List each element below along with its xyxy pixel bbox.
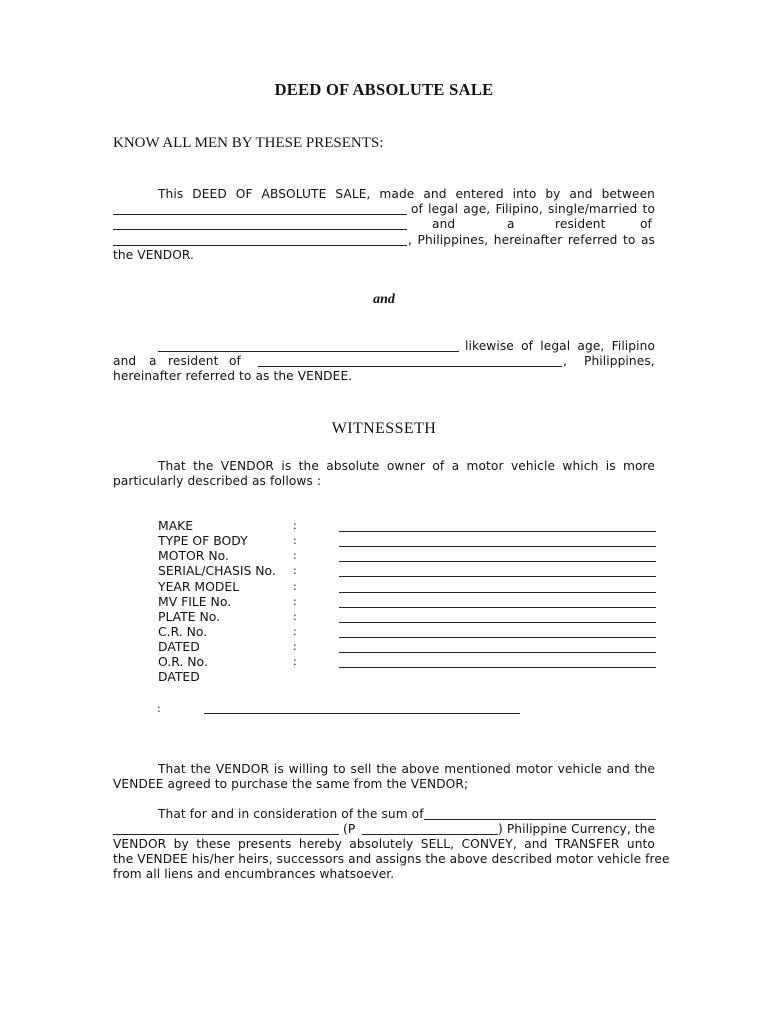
vendee-name-blank <box>158 351 459 352</box>
vendee-address-blank <box>258 366 562 367</box>
and-connector: and <box>373 292 395 307</box>
field-blank <box>339 637 656 638</box>
or-dated-blank <box>204 713 520 714</box>
document-title: DEED OF ABSOLUTE SALE <box>274 80 494 99</box>
p3-line-1: That the VENDOR is the absolute owner of a motor vehicle which is more <box>158 459 655 473</box>
p2-l2-and: and <box>113 354 137 368</box>
p1-l3-and: and <box>432 217 456 231</box>
p3-line-2: particularly described as follows : <box>113 474 322 488</box>
p5-l2-currency: ) Philippine Currency, the <box>498 822 656 836</box>
field-colon: : <box>157 702 161 715</box>
p2-line-1: likewise of legal age, Filipino <box>465 339 655 353</box>
p5-line-3: VENDOR by these presents hereby absolutely SELL, CONVEY, and TRANSFER unto <box>113 837 655 851</box>
field-blank <box>339 667 656 668</box>
field-colon: : <box>293 640 297 653</box>
p2-l2-comma: , <box>563 354 567 368</box>
field-colon: : <box>293 580 297 593</box>
field-serial-chasis-no: SERIAL/CHASIS No. <box>158 563 276 578</box>
p2-line-3: hereinafter referred to as the VENDEE. <box>113 369 353 383</box>
p2-l2-a: a <box>149 354 157 368</box>
p1-l3-a: a <box>507 217 515 231</box>
witnesseth-heading: WITNESSETH <box>331 420 437 437</box>
amount-words-blank <box>424 819 656 820</box>
field-or-dated: DATED <box>158 669 200 684</box>
p5-l2-peso: (P <box>343 822 356 836</box>
vendor-address-blank <box>113 245 407 246</box>
field-colon: : <box>293 655 297 668</box>
field-blank <box>339 592 656 593</box>
p1-line-4: , Philippines, hereinafter referred to as <box>408 233 655 247</box>
p1-line-2: of legal age, Filipino, single/married to <box>411 202 655 216</box>
p1-line-1: This DEED OF ABSOLUTE SALE, made and entered into by and between <box>158 187 655 201</box>
p1-line-5: the VENDOR. <box>113 248 195 262</box>
p1-l3-resident: resident <box>555 217 606 231</box>
field-blank <box>339 652 656 653</box>
field-blank <box>339 546 656 547</box>
field-blank <box>339 622 656 623</box>
p5-line-4: the VENDEE his/her heirs, successors and assigns the above described motor vehicle free <box>113 852 670 866</box>
field-motor-no: MOTOR No. <box>158 548 229 563</box>
field-or-no: O.R. No. <box>158 654 208 669</box>
p5-line-1: That for and in consideration of the sum of <box>158 807 424 821</box>
vendor-name-blank <box>113 214 407 215</box>
p4-line-2: VENDEE agreed to purchase the same from the VENDOR; <box>113 777 469 791</box>
field-colon: : <box>293 625 297 638</box>
p2-l2-philippines: Philippines, <box>584 354 655 368</box>
p5-line-5: from all liens and encumbrances whatsoever. <box>113 867 395 881</box>
amount-words-blank-2 <box>113 834 339 835</box>
field-cr-no: C.R. No. <box>158 624 208 639</box>
p2-l2-of: of <box>229 354 241 368</box>
preamble: KNOW ALL MEN BY THESE PRESENTS: <box>113 135 384 151</box>
field-blank <box>339 576 656 577</box>
p1-l3-of: of <box>640 217 652 231</box>
field-blank <box>339 607 656 608</box>
p4-line-1: That the VENDOR is willing to sell the above mentioned motor vehicle and the <box>158 762 655 776</box>
field-type-of-body: TYPE OF BODY <box>158 533 248 548</box>
field-blank <box>339 531 656 532</box>
field-colon: : <box>293 610 297 623</box>
field-colon: : <box>293 534 297 547</box>
field-colon: : <box>293 595 297 608</box>
field-colon: : <box>293 519 297 532</box>
field-plate-no: PLATE No. <box>158 609 221 624</box>
field-colon: : <box>293 549 297 562</box>
field-cr-dated: DATED <box>158 639 200 654</box>
spouse-name-blank <box>113 229 407 230</box>
amount-figures-blank <box>362 834 498 835</box>
field-blank <box>339 561 656 562</box>
field-make: MAKE <box>158 518 194 533</box>
field-colon: : <box>293 564 297 577</box>
field-mv-file-no: MV FILE No. <box>158 594 232 609</box>
field-year-model: YEAR MODEL <box>158 579 240 594</box>
p2-l2-resident: resident <box>168 354 219 368</box>
